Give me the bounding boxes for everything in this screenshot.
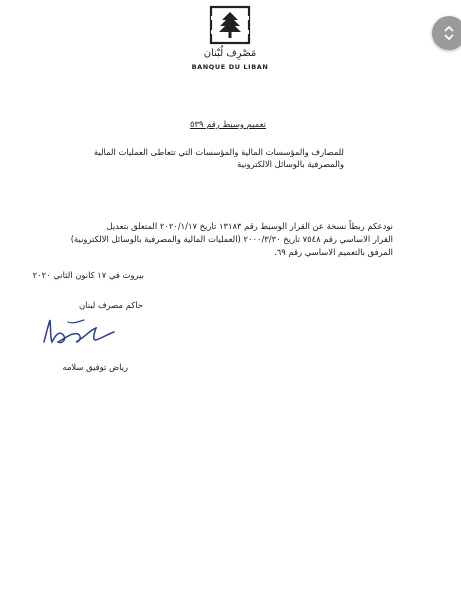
logo-arabic-text: مَصْرِف لُبْنان [203,48,257,59]
body-line-2: القرار الاساسي رقم ٧٥٤٨ تاريخ ٢٠٠٠/٣/٣٠ (العمليات المالية والمصرفية بالوسائل الالكترونية) [70,234,393,244]
addressee-line-1: للمصارف والمؤسسات المالية والمؤسسات التي تتعاطى العمليات المالية [93,147,344,157]
bank-logo [186,4,274,76]
signer-title: حاكم مصرف لبنان [79,300,143,310]
body-line-1: نودعكم ربطاً نسخة عن القرار الوسيط رقم ١٣١٨٣ تاريخ ٢٠٢٠/١/١٧ المتعلق بتعديل [106,221,393,231]
signature-image [38,312,118,352]
logo-english-text: BANQUE DU LIBAN [191,63,269,71]
cedar-emblem-icon [208,4,252,46]
chevron-up-down-icon [443,26,455,40]
date-line: بيروت في ١٧ كانون الثاني ٢٠٢٠ [32,270,144,280]
signer-name: رياض توفيق سلامه [62,362,128,372]
body-line-3: المرفق بالتعميم الاساسي رقم ٦٩. [274,247,393,257]
circular-title: تعميم وسيط رقم ٥٣٩ [190,119,266,129]
addressee-line-2: والمصرفية بالوسائل الالكترونية [237,159,344,169]
scroll-toggle-button[interactable] [432,16,461,50]
